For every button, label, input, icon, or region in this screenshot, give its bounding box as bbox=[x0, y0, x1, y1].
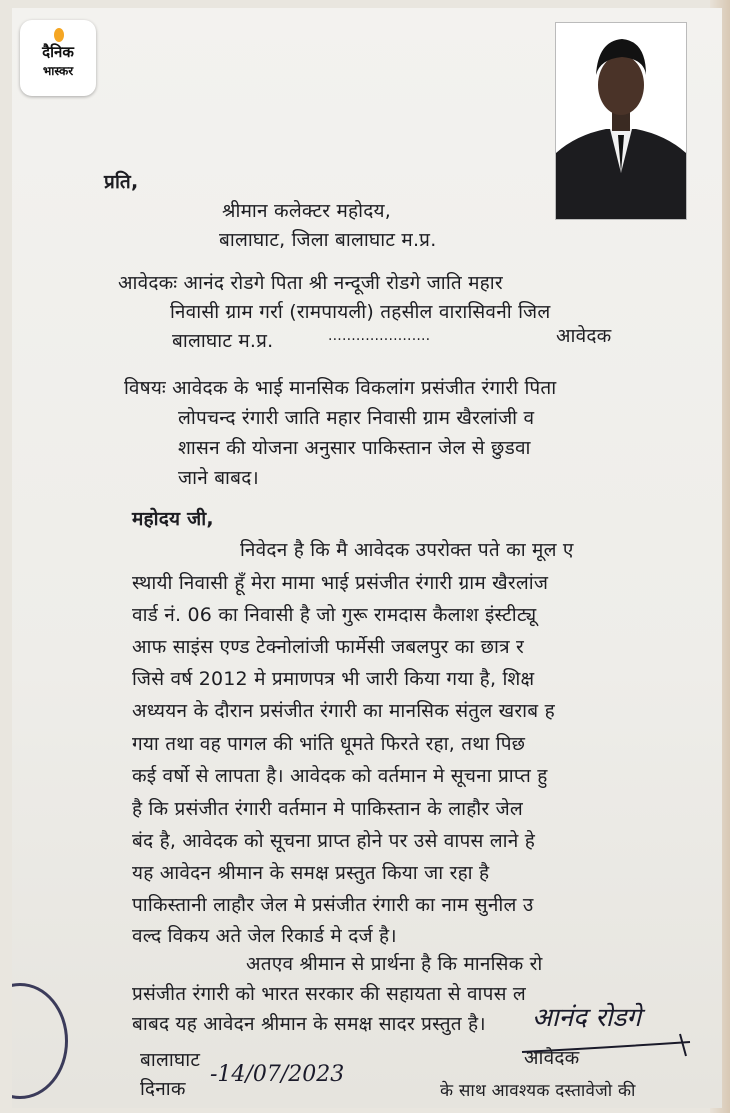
date-label: दिनाक bbox=[140, 1078, 186, 1100]
place-label: बालाघाट bbox=[140, 1049, 201, 1071]
bottom-text: के साथ आवश्यक दस्तावेजो की bbox=[440, 1081, 636, 1101]
body-line: गया तथा वह पागल की भांति धूमते फिरते रहा, तथा पिछ bbox=[132, 733, 526, 755]
applicant-line2: निवासी ग्राम गर्रा (रामपायली) तहसील वारासिवनी जिल bbox=[170, 301, 551, 323]
body-line: वार्ड नं. 06 का निवासी है जो गुरू रामदास कैलाश इंस्टीट्यू bbox=[132, 604, 537, 626]
prati-label: प्रति, bbox=[104, 171, 139, 193]
applicant-label: आवेदक bbox=[556, 325, 612, 347]
body-line: है कि प्रसंजीत रंगारी वर्तमान मे पाकिस्तान के लाहौर जेल bbox=[132, 798, 523, 820]
body-line: पाकिस्तानी लाहौर जेल मे प्रसंजीत रंगारी का नाम सुनील उ bbox=[132, 894, 534, 916]
closing-line: अतएव श्रीमान से प्रार्थना है कि मानसिक रो bbox=[246, 953, 543, 975]
body-line: निवेदन है कि मै आवेदक उपरोक्त पते का मूल ए bbox=[240, 539, 574, 561]
body-line: बंद है, आवेदक को सूचना प्राप्त होने पर उसे वापस लाने हे bbox=[132, 830, 535, 852]
logo-dot-icon bbox=[54, 28, 64, 42]
applicant-sign-label: आवेदक bbox=[524, 1047, 580, 1069]
ink-stamp bbox=[12, 983, 68, 1099]
salutation: महोदय जी, bbox=[132, 508, 214, 530]
dainik-bhaskar-logo bbox=[20, 20, 96, 96]
closing-line: प्रसंजीत रंगारी को भारत सरकार की सहायता से वापस ल bbox=[132, 983, 527, 1005]
applicant-line1: आवेदकः आनंद रोडगे पिता श्री नन्दूजी रोडगे जाति महार bbox=[118, 272, 503, 294]
body-line: कई वर्षो से लापता है। आवेदक को वर्तमान मे सूचना प्राप्त हु bbox=[132, 765, 548, 787]
subject-line4: जाने बाबद। bbox=[178, 467, 259, 489]
subject-line1: विषयः आवेदक के भाई मानसिक विकलांग प्रसंजीत रंगारी पिता bbox=[124, 377, 557, 399]
logo-line1: दैनिक bbox=[42, 43, 74, 61]
subject-line2: लोपचन्द रंगारी जाति महार निवासी ग्राम खैरलांजी व bbox=[178, 407, 535, 429]
person-photo-icon bbox=[556, 23, 686, 219]
body-line: वल्द विकय अते जेल रिकार्ड मे दर्ज है। bbox=[132, 925, 397, 947]
addressee-line1: श्रीमान कलेक्टर महोदय, bbox=[222, 200, 391, 222]
body-line: जिसे वर्ष 2012 मे प्रमाणपत्र भी जारी किया गया है, शिक्ष bbox=[132, 668, 535, 690]
applicant-signature: आनंद रोडगे bbox=[532, 1003, 641, 1033]
applicant-photo bbox=[555, 22, 687, 220]
date-value: -14/07/2023 bbox=[210, 1062, 345, 1087]
body-line: यह आवेदन श्रीमान के समक्ष प्रस्तुत किया जा रहा है bbox=[132, 862, 490, 884]
dotted-line: ...................... bbox=[328, 328, 431, 344]
body-line: स्थायी निवासी हूँ मेरा मामा भाई प्रसंजीत रंगारी ग्राम खैरलांज bbox=[132, 572, 549, 594]
addressee-line2: बालाघाट, जिला बालाघाट म.प्र. bbox=[219, 229, 437, 251]
subject-line3: शासन की योजना अनुसार पाकिस्तान जेल से छुडवा bbox=[178, 437, 531, 459]
body-line: अध्ययन के दौरान प्रसंजीत रंगारी का मानसिक संतुल खराब ह bbox=[132, 700, 555, 722]
applicant-line3: बालाघाट म.प्र. bbox=[172, 330, 274, 352]
logo-line2: भास्कर bbox=[42, 64, 74, 78]
closing-line: बाबद यह आवेदन श्रीमान के समक्ष सादर प्रस्तुत है। bbox=[132, 1013, 486, 1035]
body-line: आफ साइंस एण्ड टेक्नोलांजी फार्मेसी जबलपुर का छात्र र bbox=[132, 636, 524, 658]
